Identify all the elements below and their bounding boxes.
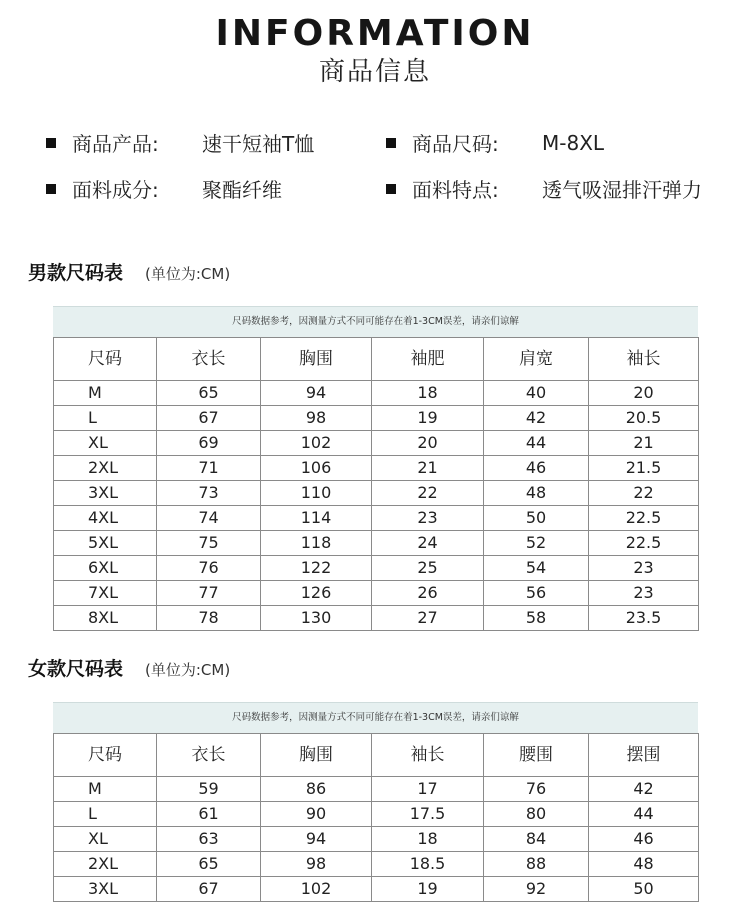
table-cell: 67 — [157, 877, 261, 902]
table-cell: 50 — [484, 506, 589, 531]
table-cell: M — [54, 777, 157, 802]
table-cell: 4XL — [54, 506, 157, 531]
table-row — [54, 581, 699, 606]
table-cell: 69 — [157, 431, 261, 456]
table-cell: 126 — [261, 581, 372, 606]
table-cell: 56 — [484, 581, 589, 606]
table-row — [54, 506, 699, 531]
size-table — [53, 733, 699, 902]
table-cell: 3XL — [54, 481, 157, 506]
info-row — [46, 174, 736, 220]
table-cell: 48 — [589, 852, 699, 877]
table-row — [54, 481, 699, 506]
table-cell: 20 — [589, 381, 699, 406]
table-cell: XL — [54, 431, 157, 456]
table-cell: 21 — [372, 456, 484, 481]
table-cell: L — [54, 406, 157, 431]
table-cell: 98 — [261, 852, 372, 877]
table-cell: 80 — [484, 802, 589, 827]
men-size-title — [28, 258, 230, 285]
table-cell: 130 — [261, 606, 372, 631]
info-row — [46, 128, 736, 174]
table-cell: 2XL — [54, 456, 157, 481]
table-note: 尺码数据参考，因测量方式不同可能存在着1-3CM误差，请亲们谅解 — [53, 702, 698, 733]
table-cell: 19 — [372, 406, 484, 431]
table-cell: 67 — [157, 406, 261, 431]
table-cell: 5XL — [54, 531, 157, 556]
table-row — [54, 531, 699, 556]
men-size-table — [53, 306, 698, 631]
info-item-fabric — [46, 174, 282, 203]
table-cell: 78 — [157, 606, 261, 631]
table-cell: 19 — [372, 877, 484, 902]
table-cell: 48 — [484, 481, 589, 506]
table-row — [54, 852, 699, 877]
table-cell: 74 — [157, 506, 261, 531]
table-cell: 98 — [261, 406, 372, 431]
table-row — [54, 431, 699, 456]
table-cell: 22 — [589, 481, 699, 506]
table-cell: 40 — [484, 381, 589, 406]
table-cell: 50 — [589, 877, 699, 902]
column-header: 肩宽 — [484, 338, 589, 381]
table-cell: 52 — [484, 531, 589, 556]
table-cell: 44 — [589, 802, 699, 827]
table-cell: 23 — [589, 556, 699, 581]
women-size-table — [53, 702, 698, 902]
table-row — [54, 381, 699, 406]
table-cell: 106 — [261, 456, 372, 481]
square-bullet-icon — [46, 138, 56, 148]
column-header: 尺码 — [54, 734, 157, 777]
section-heading: 男款尺码表 — [28, 262, 124, 284]
table-cell: 58 — [484, 606, 589, 631]
column-header: 袖长 — [589, 338, 699, 381]
table-header-row — [54, 734, 699, 777]
square-bullet-icon — [386, 184, 396, 194]
table-cell: 54 — [484, 556, 589, 581]
info-value: 聚酯纤维 — [202, 178, 282, 202]
column-header: 袖肥 — [372, 338, 484, 381]
table-cell: L — [54, 802, 157, 827]
info-label: 面料特点: — [412, 178, 499, 202]
table-header-row — [54, 338, 699, 381]
square-bullet-icon — [46, 184, 56, 194]
table-cell: 24 — [372, 531, 484, 556]
info-value: 速干短袖T恤 — [202, 132, 315, 156]
table-cell: 18.5 — [372, 852, 484, 877]
table-cell: 23.5 — [589, 606, 699, 631]
table-cell: 90 — [261, 802, 372, 827]
unit-label: (单位为:CM) — [145, 265, 231, 283]
table-cell: 2XL — [54, 852, 157, 877]
column-header: 衣长 — [157, 734, 261, 777]
table-cell: 122 — [261, 556, 372, 581]
table-cell: 75 — [157, 531, 261, 556]
product-info — [46, 128, 736, 220]
table-cell: 42 — [484, 406, 589, 431]
table-cell: 20.5 — [589, 406, 699, 431]
table-cell: 17.5 — [372, 802, 484, 827]
column-header: 衣长 — [157, 338, 261, 381]
table-cell: 65 — [157, 852, 261, 877]
table-cell: 46 — [484, 456, 589, 481]
section-heading: 女款尺码表 — [28, 658, 124, 680]
table-cell: 102 — [261, 877, 372, 902]
table-cell: 114 — [261, 506, 372, 531]
table-row — [54, 556, 699, 581]
title-english: INFORMATION — [215, 13, 535, 54]
table-cell: 18 — [372, 827, 484, 852]
table-cell: 73 — [157, 481, 261, 506]
square-bullet-icon — [386, 138, 396, 148]
table-cell: 8XL — [54, 606, 157, 631]
table-cell: 46 — [589, 827, 699, 852]
table-cell: 21.5 — [589, 456, 699, 481]
table-cell: XL — [54, 827, 157, 852]
table-cell: 59 — [157, 777, 261, 802]
table-cell: 44 — [484, 431, 589, 456]
table-note: 尺码数据参考，因测量方式不同可能存在着1-3CM误差，请亲们谅解 — [53, 306, 698, 337]
table-row — [54, 777, 699, 802]
info-value: M-8XL — [542, 130, 605, 155]
table-cell: 86 — [261, 777, 372, 802]
table-cell: 20 — [372, 431, 484, 456]
info-value: 透气吸湿排汗弹力 — [542, 178, 702, 202]
info-item-size — [386, 128, 604, 157]
table-cell: 23 — [372, 506, 484, 531]
table-row — [54, 877, 699, 902]
info-label: 面料成分: — [72, 178, 159, 202]
column-header: 胸围 — [261, 734, 372, 777]
table-cell: 3XL — [54, 877, 157, 902]
table-row — [54, 606, 699, 631]
table-cell: 25 — [372, 556, 484, 581]
table-row — [54, 802, 699, 827]
table-row — [54, 827, 699, 852]
column-header: 腰围 — [484, 734, 589, 777]
table-cell: 27 — [372, 606, 484, 631]
table-cell: 21 — [589, 431, 699, 456]
table-row — [54, 456, 699, 481]
page-header — [0, 14, 750, 88]
table-cell: 26 — [372, 581, 484, 606]
table-cell: 92 — [484, 877, 589, 902]
table-cell: 118 — [261, 531, 372, 556]
table-cell: 22 — [372, 481, 484, 506]
table-cell: 65 — [157, 381, 261, 406]
column-header: 尺码 — [54, 338, 157, 381]
info-item-feature — [386, 174, 702, 203]
table-cell: 17 — [372, 777, 484, 802]
table-cell: 76 — [157, 556, 261, 581]
table-cell: 18 — [372, 381, 484, 406]
table-cell: 94 — [261, 381, 372, 406]
table-cell: 6XL — [54, 556, 157, 581]
title-chinese: 商品信息 — [318, 57, 431, 87]
table-cell: 77 — [157, 581, 261, 606]
table-cell: 94 — [261, 827, 372, 852]
table-cell: M — [54, 381, 157, 406]
table-cell: 71 — [157, 456, 261, 481]
table-cell: 23 — [589, 581, 699, 606]
table-cell: 7XL — [54, 581, 157, 606]
column-header: 袖长 — [372, 734, 484, 777]
table-cell: 42 — [589, 777, 699, 802]
table-cell: 61 — [157, 802, 261, 827]
women-size-title — [28, 654, 230, 681]
table-cell: 110 — [261, 481, 372, 506]
column-header: 胸围 — [261, 338, 372, 381]
table-cell: 63 — [157, 827, 261, 852]
table-cell: 22.5 — [589, 506, 699, 531]
table-cell: 88 — [484, 852, 589, 877]
table-cell: 84 — [484, 827, 589, 852]
table-row — [54, 406, 699, 431]
table-cell: 22.5 — [589, 531, 699, 556]
column-header: 摆围 — [589, 734, 699, 777]
info-label: 商品尺码: — [412, 132, 499, 156]
info-item-product — [46, 128, 314, 157]
unit-label: (单位为:CM) — [145, 661, 231, 679]
table-cell: 102 — [261, 431, 372, 456]
size-table — [53, 337, 699, 631]
table-cell: 76 — [484, 777, 589, 802]
info-label: 商品产品: — [72, 132, 159, 156]
